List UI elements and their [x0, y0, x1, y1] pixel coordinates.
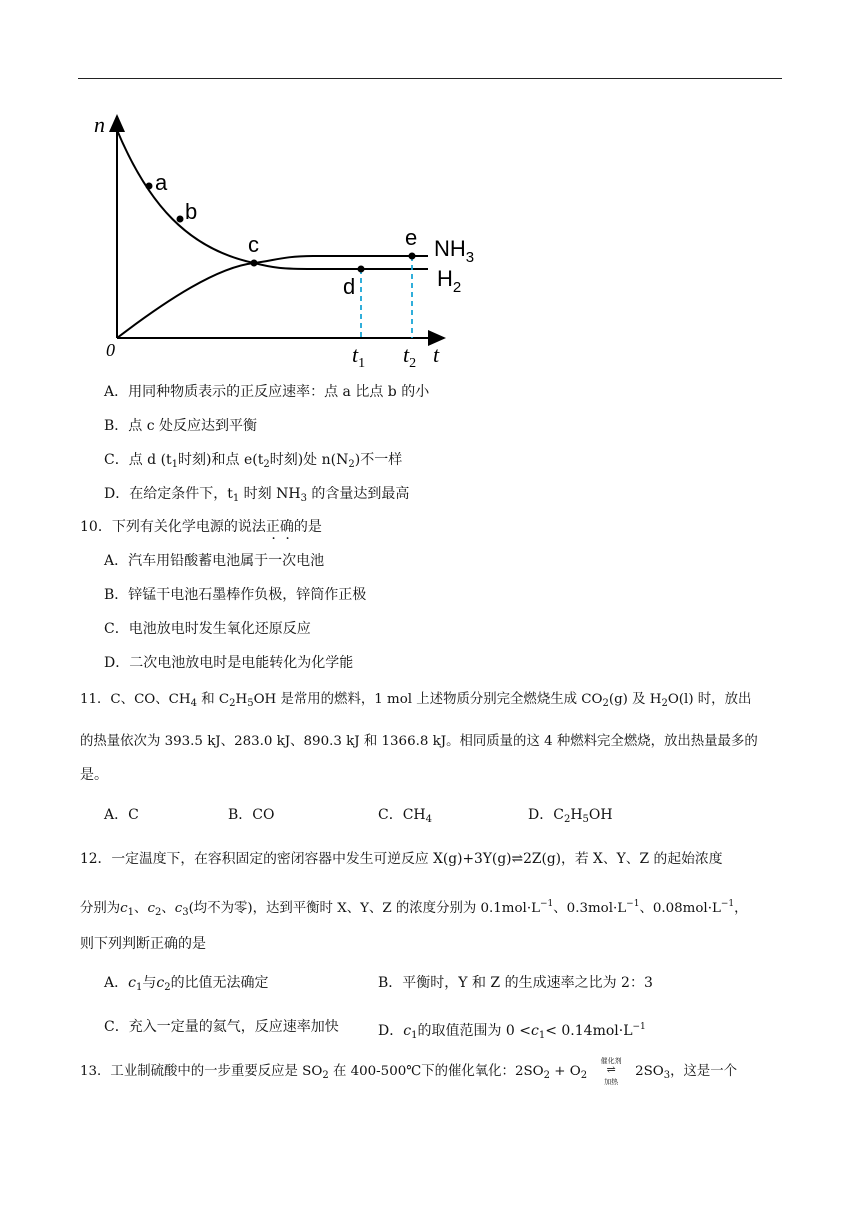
- label-c: c: [248, 232, 259, 257]
- q10-option-d: D．二次电池放电时是电能转化为化学能: [104, 655, 354, 671]
- q12-option-b: B．平衡时，Y 和 Z 的生成速率之比为 2：3: [378, 975, 653, 991]
- point-b: [177, 216, 184, 223]
- catalyst-arrow: 催化剂 ⇌ 加热: [600, 1057, 622, 1086]
- q11-option-b: B．CO: [228, 807, 275, 823]
- x-axis-label: t: [433, 342, 440, 367]
- label-b: b: [185, 199, 198, 224]
- q11-stem-line3: 是。: [80, 767, 108, 783]
- series-label-h2: $H_2$: [437, 266, 462, 296]
- reaction-graph: [88, 104, 508, 374]
- point-c: [251, 260, 258, 267]
- tick-t2-sub: 2: [409, 356, 417, 371]
- series-label-nh3: $NH_3$: [434, 236, 475, 266]
- q12-option-c: C．充入一定量的氦气，反应速率加快: [104, 1019, 339, 1035]
- q11-stem-line1: 11．C、CO、$CH_4$ 和 $C_2H_5OH$ 是常用的燃料，1 mol 上述物质分别完全燃烧生成 $CO_2(g)$ 及 $H_2O(l)$ 时，放出: [80, 692, 752, 709]
- label-d: d: [343, 274, 356, 299]
- tick-t2: $t_2$: [403, 342, 417, 371]
- q12-stem-line2: 分别为$c_1$、$c_2$、$c_3$(均不为零)，达到平衡时 X、Y、Z 的浓度分别为 $0.1mol\cdot L^{-1}$、$0.3mol\cdot L^{-1}$、$0.08mol\cdot L^{-1}$，: [80, 899, 748, 918]
- tick-t1-sub: 1: [358, 356, 366, 371]
- q11-option-a: A．C: [104, 807, 139, 823]
- label-a: a: [155, 170, 168, 195]
- origin-label: 0: [106, 340, 115, 360]
- q9-option-b: B．点 c 处反应达到平衡: [104, 418, 258, 434]
- label-e: e: [405, 225, 418, 250]
- q10-stem: 10．下列有关化学电源的说法正确的是: [80, 519, 322, 535]
- tick-t1: $t_1$: [352, 342, 366, 371]
- q10-option-b: B．锌锰干电池石墨棒作负极，锌筒作正极: [104, 587, 367, 603]
- header-rule: [78, 78, 782, 79]
- q9-option-c: C．点 d ($t_1$时刻)和点 $e(t_2$时刻)处 $n(N_2)$不一样: [104, 452, 403, 470]
- q12-stem-line1: 12．一定温度下，在容积固定的密闭容器中发生可逆反应 X(g)+3Y(g)⇌2Z(g)，若 X、Y、Z 的起始浓度: [80, 851, 723, 867]
- q12-option-d: D．$c_1$的取值范围为 $0 <c_1< 0.14mol\cdot L^{-1}$: [378, 1022, 646, 1041]
- q10-option-a: A．汽车用铅酸蓄电池属于一次电池: [104, 553, 325, 569]
- q12-option-a: A．$c_1$与$c_2$的比值无法确定: [104, 975, 269, 993]
- y-axis-label: n: [94, 112, 105, 137]
- q11-option-d: D．$C_2H_5OH$: [528, 807, 613, 825]
- q9-option-d: D．在给定条件下，$t_1$ 时刻 $NH_3$ 的含量达到最高: [104, 486, 410, 504]
- q13-stem-line1: 13．工业制硫酸中的一步重要反应是 $SO_2$ 在 400-500℃下的催化氧化：$2SO_2 + O_2$ 催化剂 ⇌ 加热 $2SO_3$，这是一个: [80, 1057, 738, 1086]
- q11-option-c: C．$CH_4$: [378, 807, 433, 825]
- point-e: [409, 253, 416, 260]
- q12-stem-line3: 则下列判断正确的是: [80, 936, 206, 952]
- q9-option-a: A．用同种物质表示的正反应速率：点 a 比点 b 的小: [104, 384, 430, 400]
- series-h2-line: [117, 130, 428, 269]
- point-a: [146, 183, 153, 190]
- q10-option-c: C．电池放电时发生氧化还原反应: [104, 621, 311, 637]
- q11-stem-line2: 的热量依次为 393.5 kJ、283.0 kJ、890.3 kJ 和 1366.8 kJ。相同质量的这 4 种燃料完全燃烧，放出热量最多的: [80, 734, 758, 749]
- point-d: [358, 266, 365, 273]
